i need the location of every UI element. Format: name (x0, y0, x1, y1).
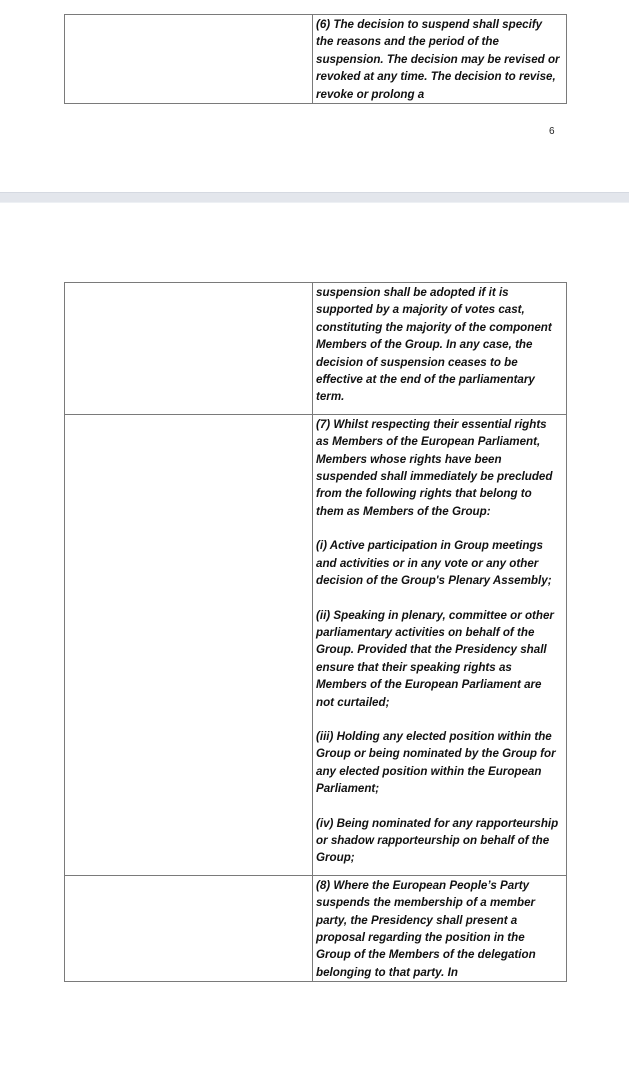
paragraph-7: (7) Whilst respecting their essential rights as Members of the European Parliament, Members whose rights have been suspended shall immediately be precluded from the following rights that belong to them as Members of the Group: (316, 417, 553, 518)
table-cell-empty (65, 283, 313, 415)
table-cell-empty (65, 875, 313, 981)
paragraph-8: (8) Where the European People’s Party suspends the membership of a member party, the Presidency shall present a proposal regarding the position in the Group of the Members of the delegation belonging to that party. In (316, 878, 536, 979)
table-cell-text (313, 875, 567, 981)
document-page-6 (0, 0, 629, 186)
table-cell-text (313, 15, 567, 104)
table-cell-empty (65, 414, 313, 875)
page-gap-band (0, 192, 629, 203)
table-row (65, 15, 567, 104)
paragraph-7-item-iv: (iv) Being nominated for any rapporteurship or shadow rapporteurship on behalf of the Group; (316, 816, 559, 865)
table-row (65, 283, 567, 415)
paragraph-7-item-ii: (ii) Speaking in plenary, committee or other parliamentary activities on behalf of the Group. Provided that the Presidency shall ensure that their speaking rights as Members of the European Parliament are not curtailed; (316, 608, 554, 709)
table-cell-empty (65, 15, 313, 104)
paragraph-6-continued: (6) The decision to suspend shall specify the reasons and the period of the suspension. The decision may be revised or revoked at any time. The decision to revise, revoke or prolong a (316, 18, 560, 101)
paragraph-7-item-iii: (iii) Holding any elected position within the Group or being nominated by the Group for any elected position within the European Parliament; (316, 729, 556, 796)
table-row (65, 414, 567, 875)
table-row (65, 875, 567, 981)
rules-table-page-6 (64, 14, 567, 104)
paragraph-7-item-i: (i) Active participation in Group meetings and activities or in any vote or any other decision of the Group's Plenary Assembly; (316, 539, 552, 588)
paragraph-suspension-adoption: suspension shall be adopted if it is supported by a majority of votes cast, constituting the majority of the component Members of the Group. In any case, the decision of suspension ceases to be effective at the end of the parliamentary term. (316, 286, 552, 404)
page-number: 6 (549, 126, 555, 137)
table-cell-text (313, 283, 567, 415)
table-cell-text (313, 414, 567, 875)
page-separator (0, 186, 629, 210)
rules-table-page-7 (64, 282, 567, 982)
document-page-7[interactable] (0, 210, 629, 1081)
